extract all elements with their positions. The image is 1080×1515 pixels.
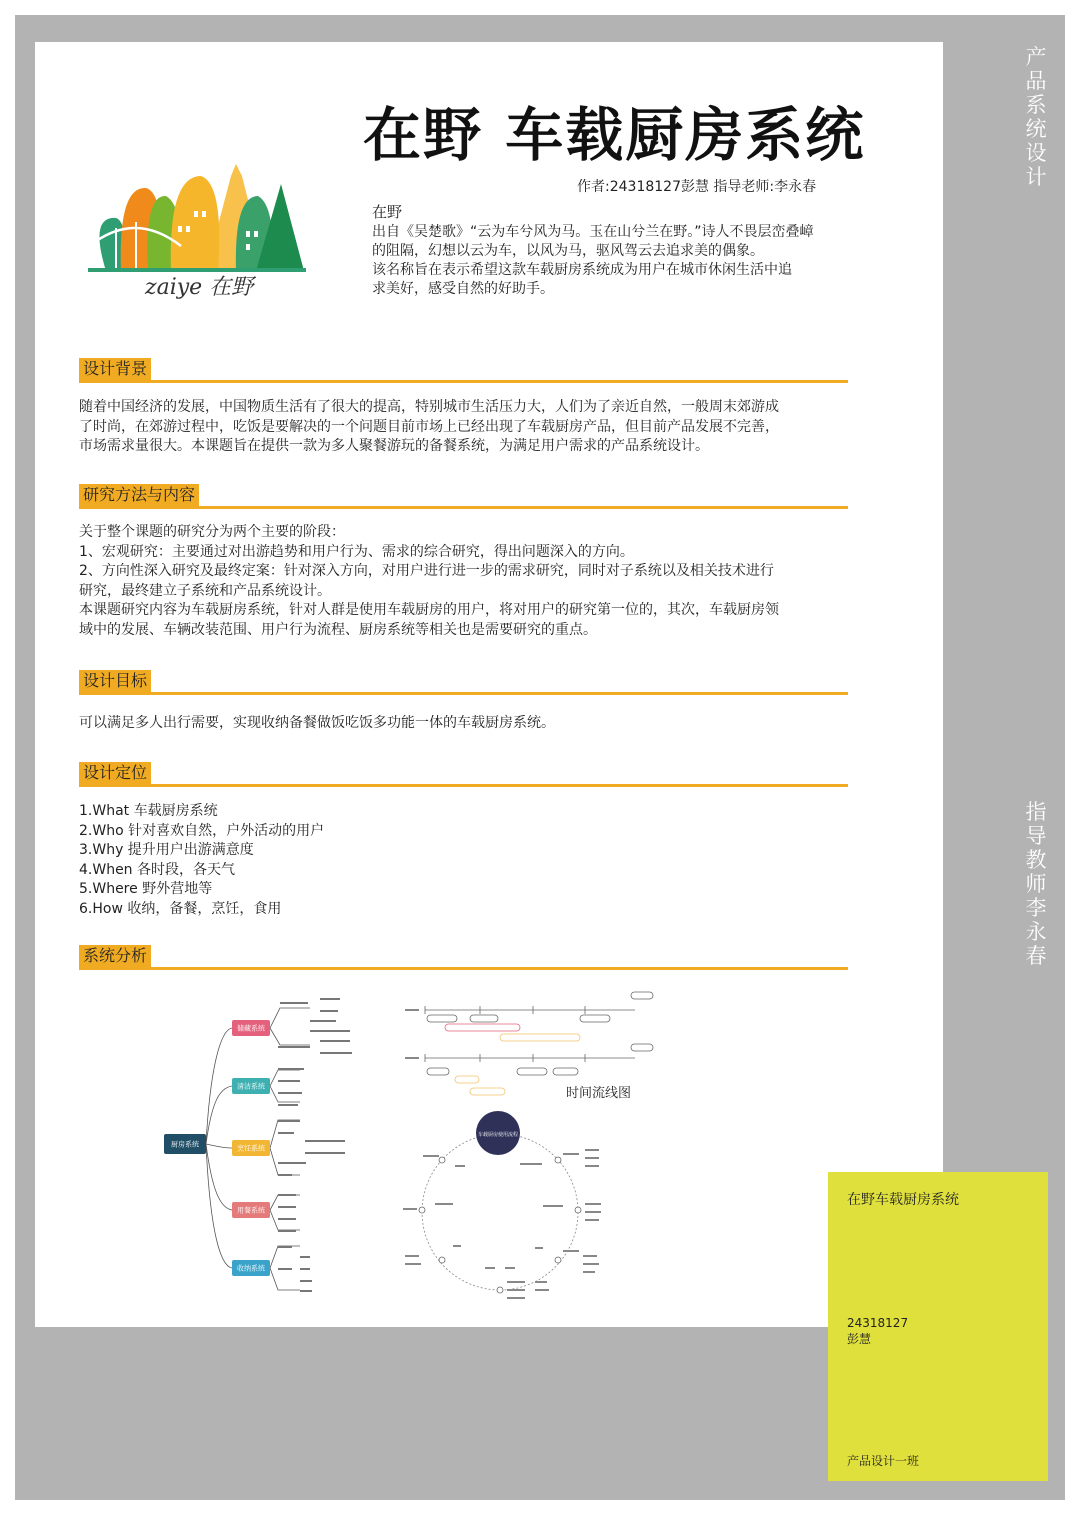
- body-line: 3.Why 提升用户出游满意度: [79, 842, 254, 858]
- side-label-char: 春: [1025, 944, 1047, 968]
- side-label-char: 师: [1025, 872, 1047, 896]
- body-line: 6.How 收纳，备餐，烹饪，食用: [79, 900, 282, 917]
- section-heading-label: 研究方法与内容: [79, 484, 199, 506]
- side-label-char: 李: [1025, 896, 1047, 920]
- body-line: 关于整个课题的研究分为两个主要的阶段：: [79, 524, 345, 540]
- card-class: 产品设计一班: [847, 1454, 920, 1468]
- section-body-positioning: [79, 802, 847, 919]
- cycle-diagram: [395, 1105, 625, 1310]
- side-label-top: [1023, 45, 1049, 189]
- body-line: 本课题研究内容为车载厨房系统，针对人群是使用车载厨房的用户，将对用户的研究第一位的，其次，车载厨房领: [79, 602, 779, 618]
- section-heading-label: 系统分析: [79, 945, 151, 967]
- mindmap-diagram: [160, 990, 390, 1300]
- section-body-method: [79, 523, 847, 640]
- side-label-char: 统: [1025, 117, 1047, 141]
- body-line: 1.What 车载厨房系统: [79, 803, 218, 819]
- card-student: [847, 1315, 908, 1347]
- body-line: 5.Where 野外营地等: [79, 881, 213, 897]
- section-heading-method: [79, 487, 848, 509]
- body-line: 了时尚，在郊游过程中，吃饭是要解决的一个问题目前市场上已经出现了车载厨房产品，但目前产品发展不完善，: [79, 418, 779, 435]
- side-label-char: 系: [1025, 93, 1047, 117]
- poster-title: 在野 车载厨房系统: [363, 101, 866, 169]
- info-card: [828, 1172, 1048, 1481]
- section-heading-positioning: [79, 765, 848, 787]
- side-label-char: 永: [1025, 920, 1047, 944]
- body-line: 4.When 各时段，各天气: [79, 861, 236, 878]
- intro-title: 在野: [372, 203, 403, 221]
- intro-line: 出自《吴楚歌》“云为车兮风为马。玉在山兮兰在野。”诗人不畏层峦叠嶂: [372, 224, 814, 240]
- mindmap-branch-node-label: 储藏系统: [237, 1024, 265, 1033]
- body-line: 域中的发展、车辆改装范围、用户行为流程、厨房系统等相关也是需要研究的重点。: [79, 621, 597, 638]
- section-body-goal: [79, 714, 847, 734]
- side-label-char: 计: [1025, 165, 1047, 189]
- intro-line: 该名称旨在表示希望这款车载厨房系统成为用户在城市休闲生活中追: [372, 262, 792, 278]
- body-line: 2、方向性深入研究及最终定案：针对深入方向，对用户进行进一步的需求研究，同时对子系统以及相关技术进行: [79, 563, 774, 579]
- section-body-background: [79, 398, 847, 457]
- mindmap-branch-node-label: 烹饪系统: [237, 1144, 265, 1153]
- logo-wordmark: zaiye 在野: [145, 275, 254, 300]
- body-line: 2.Who 针对喜欢自然，户外活动的用户: [79, 822, 325, 839]
- cycle-center-label: 车载厨房使用流程: [477, 1132, 519, 1138]
- mindmap-branch-node-label: 清洁系统: [237, 1082, 265, 1091]
- section-heading-label: 设计定位: [79, 762, 151, 784]
- side-label-char: 产: [1025, 45, 1047, 69]
- side-label-char: 设: [1025, 141, 1047, 165]
- author-line: 作者:24318127彭慧 指导老师:李永春: [577, 179, 817, 195]
- mindmap-branch-node-label: 用餐系统: [237, 1206, 265, 1215]
- body-line: 可以满足多人出行需要，实现收纳备餐做饭吃饭多功能一体的车载厨房系统。: [79, 715, 555, 731]
- side-label-char: 导: [1025, 824, 1047, 848]
- mindmap-branch-node-label: 收纳系统: [237, 1264, 265, 1273]
- side-label-char: 品: [1025, 69, 1047, 93]
- mindmap-root-node-label: 厨房系统: [171, 1140, 199, 1149]
- intro-line: 的阻隔，幻想以云为车，以风为马，驱风驾云去追求美的偶象。: [372, 243, 764, 259]
- intro-line: 求美好，感受自然的好助手。: [372, 281, 554, 297]
- side-label-bottom: [1023, 800, 1049, 968]
- body-line: 研究，最终建立子系统和产品系统设计。: [79, 582, 331, 599]
- body-line: 市场需求量很大。本课题旨在提供一款为多人聚餐游玩的备餐系统，为满足用户需求的产品系统设计。: [79, 438, 709, 454]
- section-heading-label: 设计背景: [79, 358, 151, 380]
- card-student-name: 彭慧: [847, 1332, 872, 1346]
- section-heading-label: 设计目标: [79, 670, 151, 692]
- section-heading-goal: [79, 673, 848, 695]
- card-student-id: 24318127: [847, 1316, 909, 1330]
- section-heading-background: [79, 361, 848, 383]
- section-heading-analysis: [79, 948, 848, 970]
- timeline-caption: 时间流线图: [566, 1086, 632, 1101]
- intro-block: [372, 203, 850, 299]
- body-line: 随着中国经济的发展，中国物质生活有了很大的提高，特别城市生活压力大，人们为了亲近自然，一般周末郊游成: [79, 399, 779, 415]
- card-title: 在野车载厨房系统: [847, 1192, 959, 1208]
- body-line: 1、宏观研究：主要通过对出游趋势和用户行为、需求的综合研究，得出问题深入的方向。: [79, 543, 634, 560]
- side-label-char: 指: [1025, 800, 1047, 824]
- side-label-char: 教: [1025, 848, 1047, 872]
